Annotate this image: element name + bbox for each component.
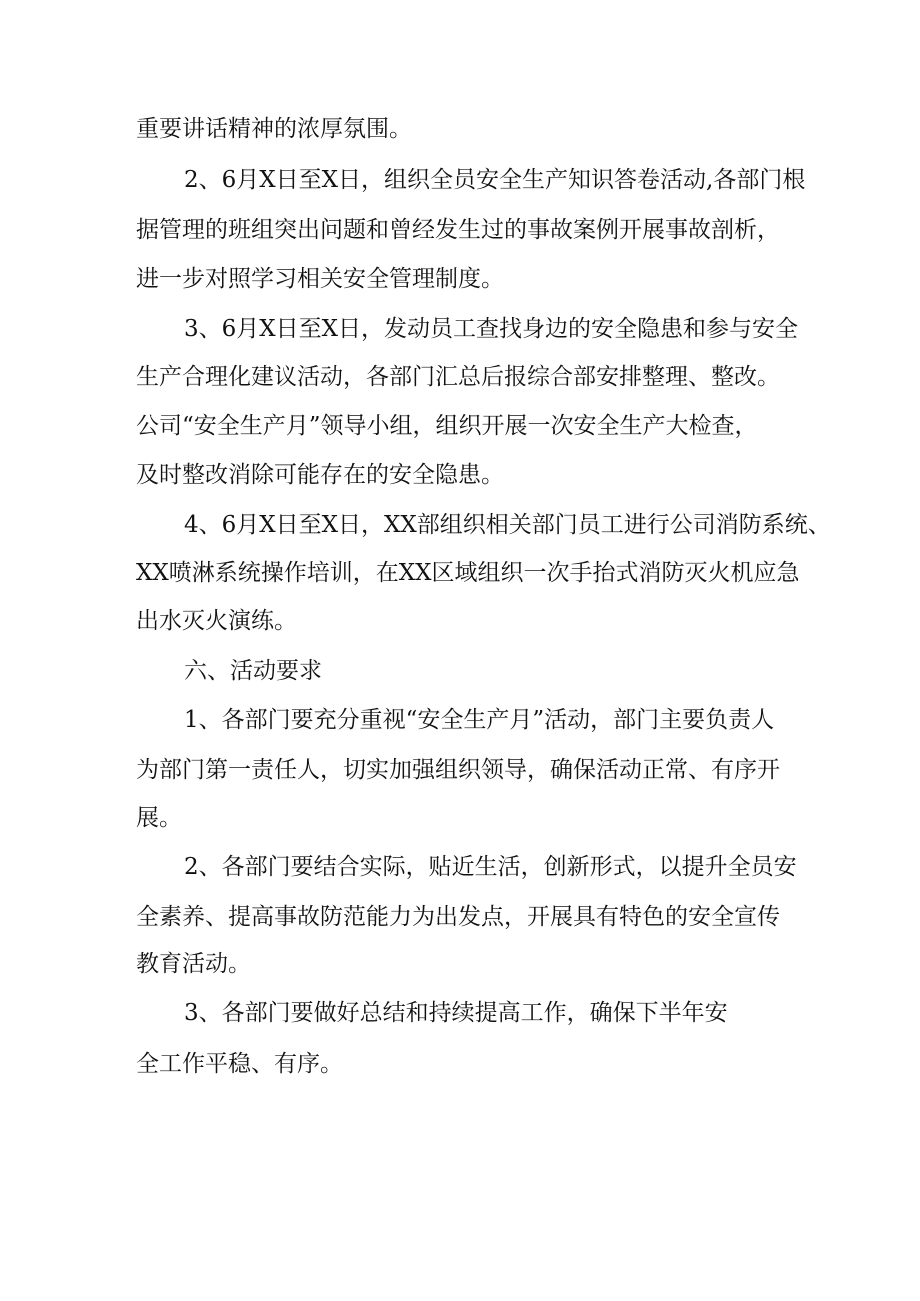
paragraph-line: 公司“安全生产月”领导小组，组织开展一次安全生产大检查， bbox=[136, 413, 758, 439]
paragraph-line: 1、各部门要充分重视“安全生产月”活动，部门主要负责人 bbox=[184, 707, 775, 733]
paragraph-line: 全素养、提高事故防范能力为出发点，开展具有特色的安全宣传 bbox=[136, 904, 780, 930]
paragraph-line: 3、6月X日至X日，发动员工查找身边的安全隐患和参与安全 bbox=[184, 316, 799, 342]
paragraph-line: 进一步对照学习相关安全管理制度。 bbox=[136, 266, 504, 292]
paragraph-line: 教育活动。 bbox=[136, 951, 251, 977]
paragraph-line: 2、6月X日至X日，组织全员安全生产知识答卷活动,各部门根 bbox=[184, 167, 806, 193]
paragraph-line: 4、6月X日至X日，XX部组织相关部门员工进行公司消防系统、 bbox=[184, 512, 831, 538]
paragraph-line: 重要讲话精神的浓厚氛围。 bbox=[136, 116, 412, 142]
paragraph-line: 为部门第一责任人，切实加强组织领导，确保活动正常、有序开 bbox=[136, 757, 780, 783]
paragraph-line: 3、各部门要做好总结和持续提高工作，确保下半年安 bbox=[184, 1000, 728, 1026]
paragraph-line: XX喷淋系统操作培训，在XX区域组织一次手抬式消防灭火机应急 bbox=[136, 560, 800, 586]
paragraph-line: 及时整改消除可能存在的安全隐患。 bbox=[136, 462, 504, 488]
paragraph-line: 据管理的班组突出问题和曾经发生过的事故案例开展事故剖析， bbox=[136, 217, 780, 243]
section-heading: 六、活动要求 bbox=[184, 658, 322, 684]
paragraph-line: 出水灭火演练。 bbox=[136, 608, 297, 634]
paragraph-line: 生产合理化建议活动，各部门汇总后报综合部安排整理、整改。 bbox=[136, 364, 780, 390]
paragraph-line: 全工作平稳、有序。 bbox=[136, 1051, 343, 1077]
paragraph-line: 2、各部门要结合实际，贴近生活，创新形式，以提升全员安 bbox=[184, 854, 797, 880]
paragraph-line: 展。 bbox=[136, 805, 182, 831]
